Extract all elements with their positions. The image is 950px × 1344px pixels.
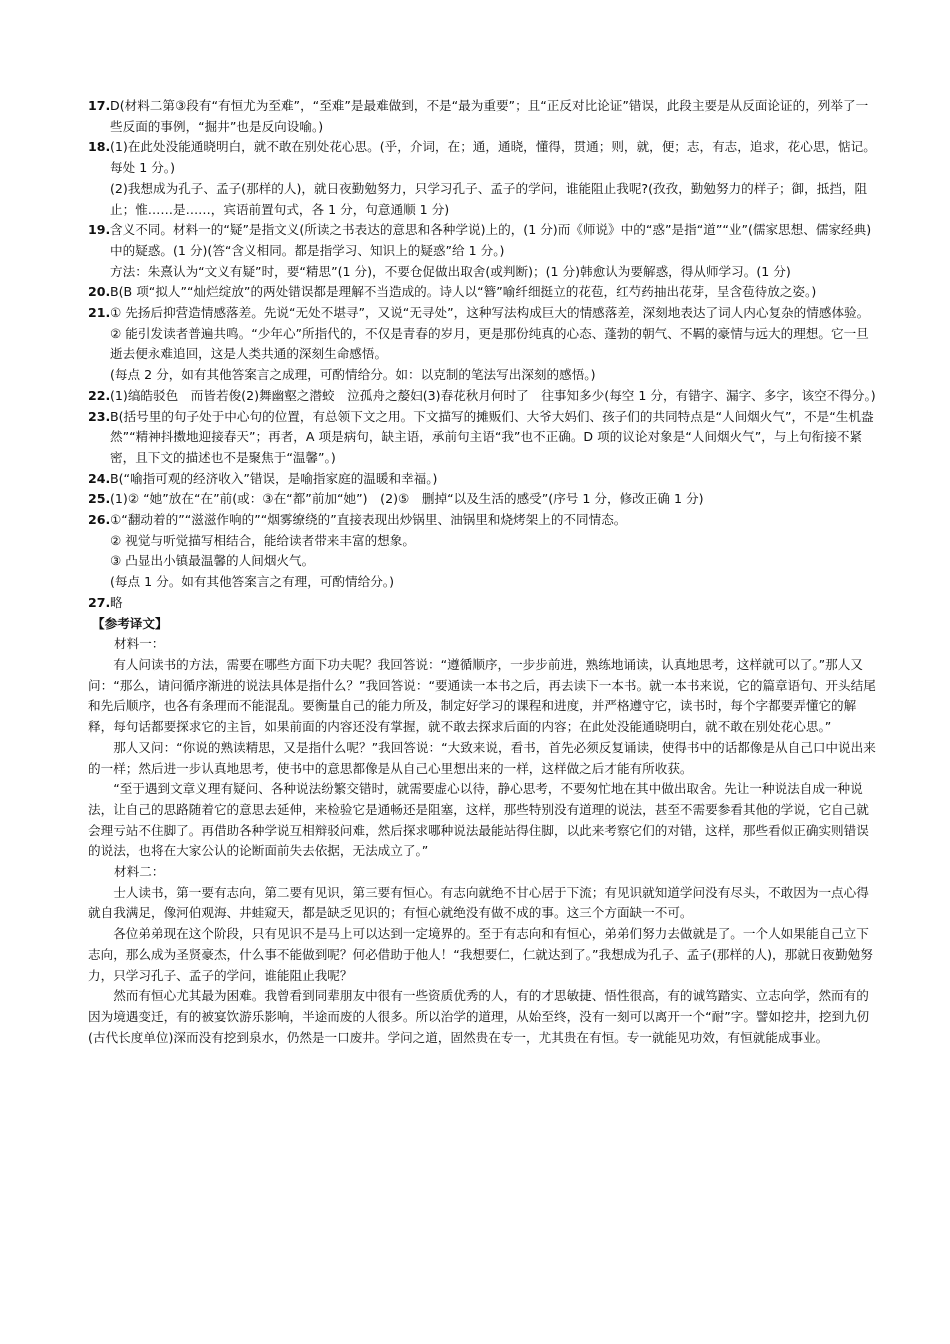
answer-item	[88, 407, 878, 469]
answer-number: 26.	[88, 512, 111, 528]
answer-number: 25.	[88, 491, 111, 507]
answer-line: (1)② “她”放在“在”前(或：③在“都”前加“她”) (2)⑤ 删掉“以及生活的感受”(序号 1 分，修改正确 1 分)	[110, 491, 704, 507]
answer-line: (每点 1 分。如有其他答案言之有理，可酌情给分。)	[110, 574, 395, 590]
material-1-text	[88, 655, 878, 862]
answer-number: 24.	[88, 470, 111, 486]
answer-number: 23.	[88, 408, 111, 424]
answer-number: 27.	[88, 594, 111, 610]
answer-number: 17.	[88, 98, 111, 113]
answer-line: ①“翻动着的”“滋滋作响的”“烟雾缭绕的”直接表现出炒锅里、油锅里和烧烤架上的不同情态。	[110, 512, 627, 528]
answer-line: 方法：朱熹认为“文义有疑”时，要“精思”(1 分)，不要仓促做出取舍(或判断)；(1 分)韩愈认为要解惑，得从师学习。(1 分)	[110, 263, 791, 279]
answer-number: 20.	[88, 284, 111, 300]
answer-number: 19.	[88, 222, 111, 238]
answer-line: B(括号里的句子处于中心句的位置，有总领下文之用。下文描写的摊贩们、大爷大妈们、孩子们的共同特点是“人间烟火气”，不是“生机盎然”“精神抖擞地迎接春天”；再者，A 项是病句，缺主语，承前句主语“我”也不正确。D 项的议论对象是“人间烟火气”，与上句衔接不紧密，且下文的描述也不是聚焦于“温馨”。)	[110, 408, 874, 465]
translation-paragraph: 那人又问：“你说的熟读精思，又是指什么呢？”我回答说：“大致来说，看书，首先必须反复诵读，使得书中的话都像是从自己口中说出来的一样；然后进一步认真地思考，使书中的意思都像是从自己心里想出来的一样，这样做之后才能有所收获。	[88, 739, 876, 776]
answer-item	[88, 489, 878, 510]
answer-line: (1)缟皓驳色 而皆若俊(2)舞幽壑之潜蛟 泣孤舟之嫠妇(3)春花秋月何时了 往事知多少(每空 1 分，有错字、漏字、多字，该空不得分。)	[110, 387, 876, 403]
answer-line: D(材料二第③段有“有恒尤为至难”，“至难”是最难做到，不是“最为重要”；且“正反对比论证”错误，此段主要是从反面论证的，列举了一些反面的事例，“掘井”也是反向设喻。)	[110, 98, 869, 134]
answer-line: ② 能引发读者普遍共鸣。“少年心”所指代的，不仅是青春的岁月，更是那份纯真的心态、蓬勃的朝气、不羁的豪情与远大的理想。它一旦逝去便永难追回，这是人类共通的深刻生命感悟。	[110, 325, 869, 362]
translation-paragraph: 然而有恒心尤其最为困难。我曾看到同辈朋友中很有一些资质优秀的人，有的才思敏捷、悟性很高，有的诚笃踏实、立志向学，然而有的因为境遇变迁，有的被宴饮游乐影响，半途而废的人很多。所以治学的道理，从始至终，没有一刻可以离开一个“耐”字。譬如挖井，挖到九仞(古代长度单位)深而没有挖到泉水，仍然是一口废井。学问之道，固然贵在专一，尤其贵在有恒。专一就能见功效，有恒就能成事业。	[88, 988, 870, 1045]
material-2-label: 材料二：	[114, 864, 165, 880]
answer-item	[88, 282, 878, 303]
answer-number: 21.	[88, 305, 111, 321]
answer-number: 18.	[88, 139, 111, 155]
answer-line: (每点 2 分，如有其他答案言之成理，可酌情给分。如：以克制的笔法写出深刻的感悟。)	[110, 367, 596, 383]
answer-item	[88, 220, 878, 282]
translation-heading: 【参考译文】	[92, 615, 168, 631]
answer-item	[88, 303, 878, 386]
answer-line: (1)在此处没能通晓明白，就不敢在别处花心思。(乎，介词，在；通，通晓，懂得，贯通；则，就，便；志，有志，追求，花心思，惦记。每处 1 分。)	[110, 139, 876, 176]
answer-line: B(B 项“拟人”“灿烂绽放”的两处错误都是理解不当造成的。诗人以“簪”喻纤细挺立的花苞，红芍药抽出花芽，呈含苞待放之姿。)	[110, 284, 817, 300]
answer-line: 含义不同。材料一的“疑”是指文义(所读之书表达的意思和各种学说)上的，(1 分)而《师说》中的“惑”是指“道”“业”(儒家思想、儒家经典)中的疑惑。(1 分)(答“含义相同。都是指学习、知识上的疑惑”给 1 分。)	[110, 222, 872, 258]
answer-item	[88, 137, 878, 220]
material-1-label: 材料一：	[114, 636, 165, 652]
answer-line: ① 先扬后抑营造情感落差。先说“无处不堪寻”，又说“无寻处”，这种写法构成巨大的情感落差，深刻地表达了词人内心复杂的情感体验。	[110, 305, 870, 321]
translation-paragraph: 各位弟弟现在这个阶段，只有见识不是马上可以达到一定境界的。至于有志向和有恒心，弟弟们努力去做就是了。一个人如果能自己立下志向，那么成为圣贤豪杰，什么事不能做到呢？何必借助于他人！“我想要仁，仁就达到了。”我想成为孔子、孟子(那样的人)，那就日夜勤勉努力，只学习孔子、孟子的学问，谁能阻止我呢？	[88, 926, 873, 983]
answer-list	[88, 96, 878, 614]
answer-item	[88, 386, 878, 407]
document-page	[88, 96, 878, 1048]
answer-line: 略	[110, 594, 123, 610]
translation-paragraph: 士人读书，第一要有志向，第二要有见识，第三要有恒心。有志向就绝不甘心居于下流；有见识就知道学问没有尽头，不敢因为一点心得就自我满足，像河伯观海、井蛙窥天，都是缺乏见识的；有恒心就绝没有做不成的事。这三个方面缺一不可。	[88, 884, 869, 921]
material-2-text	[88, 883, 878, 1049]
answer-line: B(“喻指可观的经济收入”错误，是喻指家庭的温暖和幸福。)	[110, 470, 438, 486]
translation-paragraph: “至于遇到文章义理有疑问、各种说法纷繁交错时，就需要虚心以待，静心思考，不要匆忙地在其中做出取舍。先让一种说法自成一种说法，让自己的思路随着它的意思去延伸，来检验它是通畅还是阻塞，这样，那些特别没有道理的说法，甚至不需要参看其他的学说，它自己就会理亏站不住脚了。再借助各种学说互相辩驳问难，然后探求哪种说法最能站得住脚，以此来考察它们的对错，这样，那些看似正确实则错误的说法，也将在大家公认的论断面前失去依据，无法成立了。”	[88, 781, 869, 859]
answer-item	[88, 593, 878, 614]
translation-paragraph: 有人问读书的方法，需要在哪些方面下功夫呢？我回答说：“遵循顺序，一步步前进，熟练地诵读，认真地思考，这样就可以了。”那人又问：“那么，请问循序渐进的说法具体是指什么？”我回答说：“要通读一本书之后，再去读下一本书。就一本书来说，它的篇章语句、开头结尾和先后顺序，也各有条理而不能混乱。要衡量自己的能力所及，制定好学习的课程和进度，并严格遵守它，读书时，每个字都要弄懂它的解释，每句话都要探求它的主旨，如果前面的内容还没有掌握，就不敢去探求后面的内容；在此处没能通晓明白，就不敢在别处花心思。”	[88, 656, 876, 735]
answer-item	[88, 96, 878, 137]
answer-line: (2)我想成为孔子、孟子(那样的人)，就日夜勤勉努力，只学习孔子、孟子的学问，谁能阻止我呢?(孜孜，勤勉努力的样子；御，抵挡，阻止；惟……是……，宾语前置句式，各 1 分，句意通顺 1 分)	[110, 180, 868, 217]
answer-line: ③ 凸显出小镇最温馨的人间烟火气。	[110, 553, 315, 569]
answer-line: ② 视觉与听觉描写相结合，能给读者带来丰富的想象。	[110, 532, 415, 548]
answer-item	[88, 510, 878, 593]
answer-item	[88, 469, 878, 490]
answer-number: 22.	[88, 387, 111, 403]
